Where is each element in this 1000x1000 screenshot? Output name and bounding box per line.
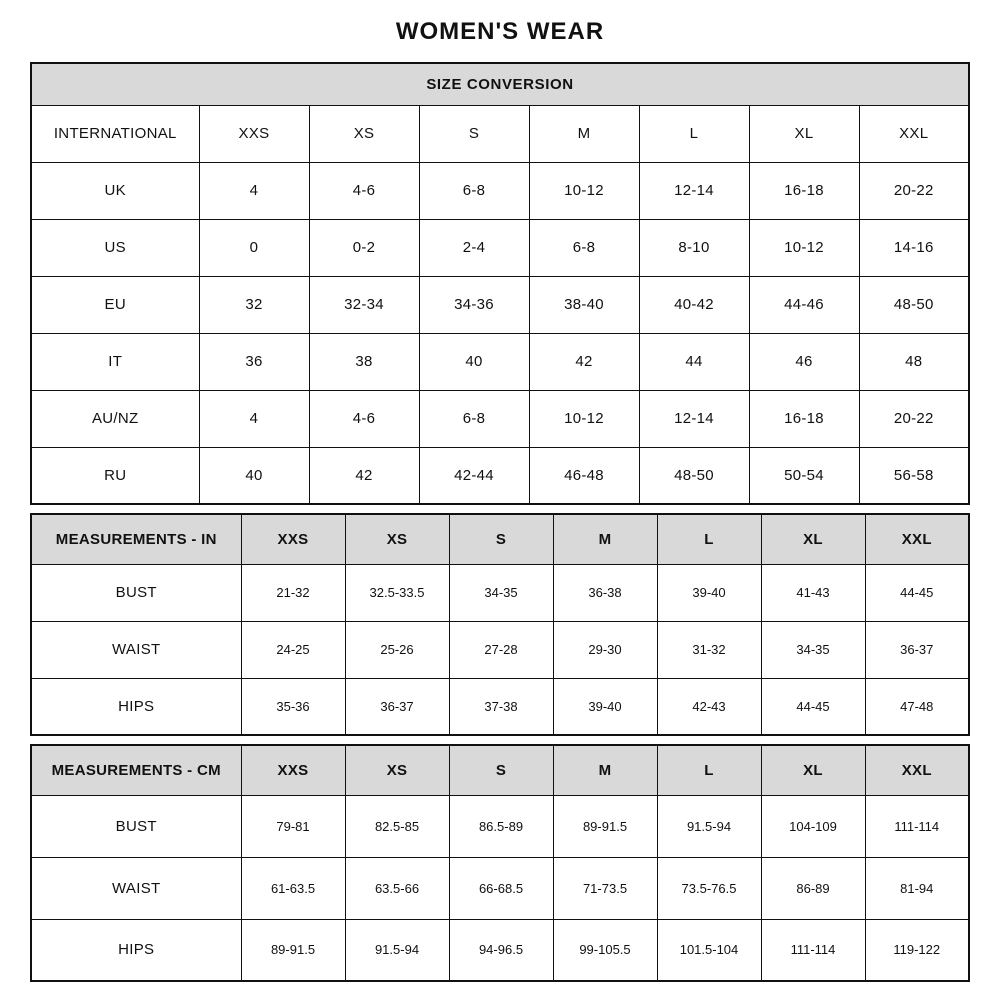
- value-cell: S: [419, 105, 529, 162]
- value-cell: XXS: [199, 105, 309, 162]
- value-cell: 6-8: [419, 390, 529, 447]
- value-cell: 34-36: [419, 276, 529, 333]
- table-row: [31, 105, 969, 162]
- value-cell: 10-12: [529, 162, 639, 219]
- value-cell: L: [639, 105, 749, 162]
- value-cell: 0: [199, 219, 309, 276]
- table-row: [31, 447, 969, 504]
- value-cell: 41-43: [761, 564, 865, 621]
- value-cell: 42-43: [657, 678, 761, 735]
- value-cell: 91.5-94: [657, 795, 761, 857]
- header-size-cell: S: [449, 514, 553, 564]
- header-size-cell: M: [553, 514, 657, 564]
- value-cell: 99-105.5: [553, 919, 657, 981]
- value-cell: 73.5-76.5: [657, 857, 761, 919]
- value-cell: 42-44: [419, 447, 529, 504]
- value-cell: M: [529, 105, 639, 162]
- value-cell: 56-58: [859, 447, 969, 504]
- header-size-cell: XL: [761, 514, 865, 564]
- header-label-cell: MEASUREMENTS - IN: [31, 514, 241, 564]
- value-cell: 4-6: [309, 162, 419, 219]
- value-cell: 14-16: [859, 219, 969, 276]
- value-cell: 81-94: [865, 857, 969, 919]
- table-header-row: [31, 745, 969, 795]
- value-cell: 36-37: [865, 621, 969, 678]
- value-cell: 36-37: [345, 678, 449, 735]
- value-cell: 38-40: [529, 276, 639, 333]
- value-cell: 20-22: [859, 390, 969, 447]
- value-cell: 91.5-94: [345, 919, 449, 981]
- value-cell: 12-14: [639, 390, 749, 447]
- value-cell: 66-68.5: [449, 857, 553, 919]
- value-cell: 20-22: [859, 162, 969, 219]
- header-label-cell: MEASUREMENTS - CM: [31, 745, 241, 795]
- value-cell: 44: [639, 333, 749, 390]
- table-title-row: [31, 63, 969, 105]
- value-cell: 31-32: [657, 621, 761, 678]
- header-size-cell: XS: [345, 514, 449, 564]
- value-cell: 40: [199, 447, 309, 504]
- row-label-cell: US: [31, 219, 199, 276]
- table-row: [31, 857, 969, 919]
- row-label-cell: WAIST: [31, 621, 241, 678]
- value-cell: XXL: [859, 105, 969, 162]
- value-cell: 61-63.5: [241, 857, 345, 919]
- value-cell: 29-30: [553, 621, 657, 678]
- table-row: [31, 621, 969, 678]
- table-row: [31, 795, 969, 857]
- row-label-cell: HIPS: [31, 678, 241, 735]
- value-cell: 111-114: [761, 919, 865, 981]
- row-label-cell: BUST: [31, 795, 241, 857]
- value-cell: 16-18: [749, 390, 859, 447]
- value-cell: 10-12: [529, 390, 639, 447]
- value-cell: 4-6: [309, 390, 419, 447]
- value-cell: 46-48: [529, 447, 639, 504]
- row-label-cell: UK: [31, 162, 199, 219]
- value-cell: 42: [529, 333, 639, 390]
- value-cell: 4: [199, 162, 309, 219]
- value-cell: 89-91.5: [241, 919, 345, 981]
- value-cell: 48: [859, 333, 969, 390]
- value-cell: 4: [199, 390, 309, 447]
- value-cell: 94-96.5: [449, 919, 553, 981]
- value-cell: 50-54: [749, 447, 859, 504]
- value-cell: 32-34: [309, 276, 419, 333]
- row-label-cell: HIPS: [31, 919, 241, 981]
- value-cell: 86.5-89: [449, 795, 553, 857]
- value-cell: 2-4: [419, 219, 529, 276]
- value-cell: 38: [309, 333, 419, 390]
- table-header-row: [31, 514, 969, 564]
- value-cell: 79-81: [241, 795, 345, 857]
- value-cell: 12-14: [639, 162, 749, 219]
- header-size-cell: XXL: [865, 514, 969, 564]
- value-cell: 10-12: [749, 219, 859, 276]
- table-row: [31, 276, 969, 333]
- value-cell: XL: [749, 105, 859, 162]
- value-cell: 42: [309, 447, 419, 504]
- value-cell: 16-18: [749, 162, 859, 219]
- value-cell: 71-73.5: [553, 857, 657, 919]
- value-cell: 39-40: [657, 564, 761, 621]
- value-cell: 82.5-85: [345, 795, 449, 857]
- row-label-cell: RU: [31, 447, 199, 504]
- value-cell: 25-26: [345, 621, 449, 678]
- value-cell: 36: [199, 333, 309, 390]
- value-cell: 32.5-33.5: [345, 564, 449, 621]
- table-row: [31, 919, 969, 981]
- table-row: [31, 333, 969, 390]
- value-cell: 0-2: [309, 219, 419, 276]
- value-cell: 63.5-66: [345, 857, 449, 919]
- value-cell: 101.5-104: [657, 919, 761, 981]
- value-cell: 40: [419, 333, 529, 390]
- value-cell: 89-91.5: [553, 795, 657, 857]
- row-label-cell: IT: [31, 333, 199, 390]
- header-size-cell: XXL: [865, 745, 969, 795]
- value-cell: 46: [749, 333, 859, 390]
- value-cell: 24-25: [241, 621, 345, 678]
- value-cell: 104-109: [761, 795, 865, 857]
- table-section-title: SIZE CONVERSION: [31, 63, 969, 105]
- row-label-cell: WAIST: [31, 857, 241, 919]
- value-cell: 111-114: [865, 795, 969, 857]
- value-cell: 37-38: [449, 678, 553, 735]
- header-size-cell: L: [657, 514, 761, 564]
- row-label-cell: BUST: [31, 564, 241, 621]
- value-cell: 8-10: [639, 219, 749, 276]
- header-size-cell: XL: [761, 745, 865, 795]
- value-cell: 36-38: [553, 564, 657, 621]
- header-size-cell: XXS: [241, 514, 345, 564]
- value-cell: 6-8: [419, 162, 529, 219]
- value-cell: 40-42: [639, 276, 749, 333]
- value-cell: 6-8: [529, 219, 639, 276]
- table-row: [31, 564, 969, 621]
- value-cell: 44-46: [749, 276, 859, 333]
- header-size-cell: S: [449, 745, 553, 795]
- table-row: [31, 219, 969, 276]
- table-row: [31, 162, 969, 219]
- value-cell: 48-50: [639, 447, 749, 504]
- value-cell: 21-32: [241, 564, 345, 621]
- table-row: [31, 390, 969, 447]
- row-label-cell: INTERNATIONAL: [31, 105, 199, 162]
- row-label-cell: AU/NZ: [31, 390, 199, 447]
- measurements-in-table: [30, 513, 970, 736]
- size-conversion-table: [30, 62, 970, 505]
- header-size-cell: XS: [345, 745, 449, 795]
- page-title: WOMEN'S WEAR: [395, 18, 605, 45]
- value-cell: 48-50: [859, 276, 969, 333]
- value-cell: 27-28: [449, 621, 553, 678]
- value-cell: 39-40: [553, 678, 657, 735]
- header-size-cell: M: [553, 745, 657, 795]
- value-cell: 86-89: [761, 857, 865, 919]
- value-cell: 34-35: [761, 621, 865, 678]
- value-cell: 44-45: [865, 564, 969, 621]
- value-cell: 44-45: [761, 678, 865, 735]
- measurements-cm-table: [30, 744, 970, 982]
- table-row: [31, 678, 969, 735]
- value-cell: XS: [309, 105, 419, 162]
- header-size-cell: L: [657, 745, 761, 795]
- header-size-cell: XXS: [241, 745, 345, 795]
- value-cell: 119-122: [865, 919, 969, 981]
- value-cell: 47-48: [865, 678, 969, 735]
- row-label-cell: EU: [31, 276, 199, 333]
- value-cell: 35-36: [241, 678, 345, 735]
- value-cell: 32: [199, 276, 309, 333]
- value-cell: 34-35: [449, 564, 553, 621]
